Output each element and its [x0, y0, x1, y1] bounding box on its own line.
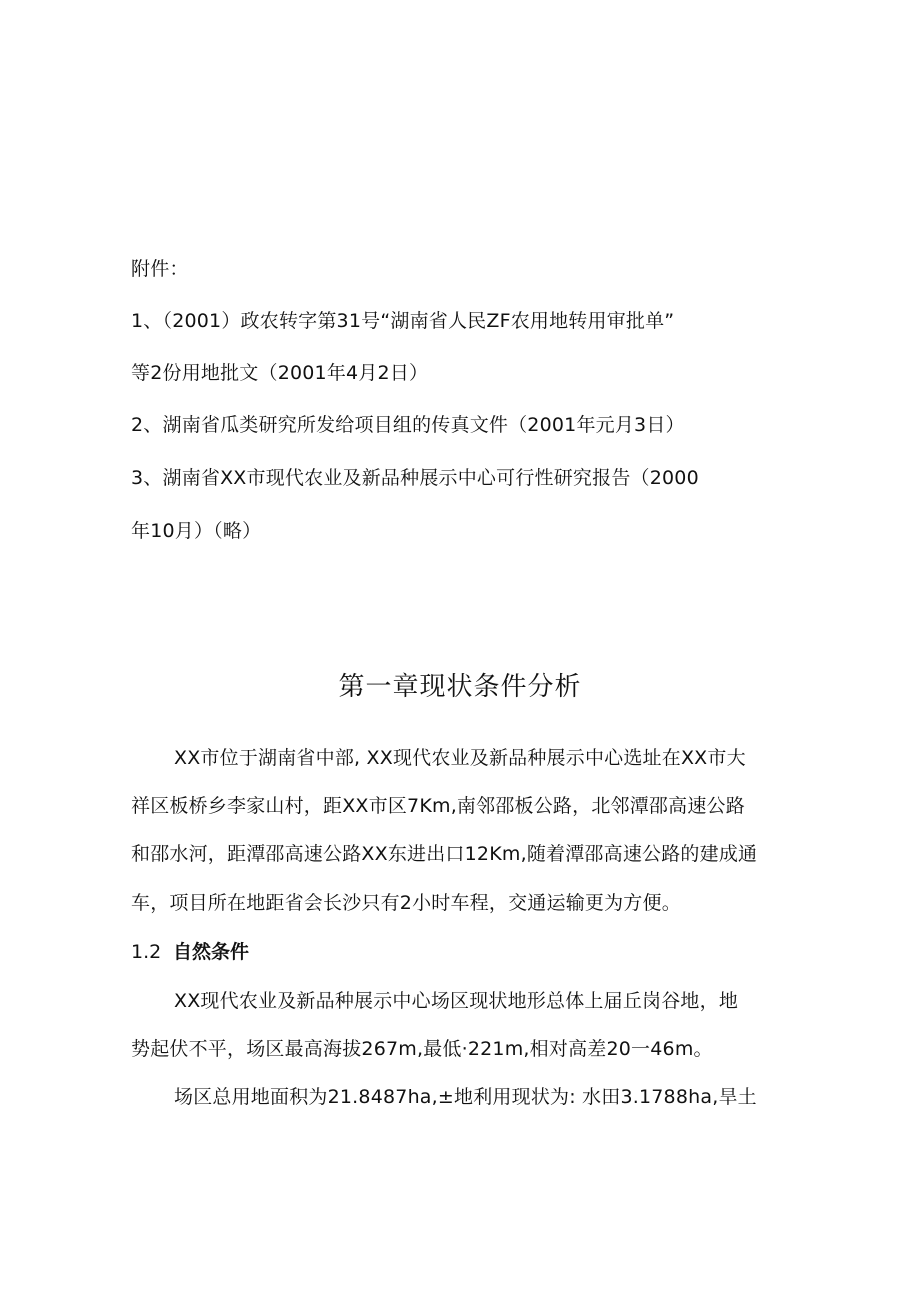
paragraph-line: XX市位于湖南省中部, XX现代农业及新品种展示中心选址在XX市大 — [174, 747, 746, 769]
paragraph-line: 场区总用地面积为21.8487ha,±地利用现状为: 水田3.1788ha,旱土 — [174, 1086, 757, 1108]
attachments-heading: 附件： — [131, 258, 189, 280]
attachment-item-1-line-2: 等2份用地批文（2001年4月2日） — [131, 362, 429, 384]
paragraph-line: 势起伏不平，场区最高海拔267m,最低·221m,相对高差20一46m。 — [131, 1038, 713, 1060]
section-number: 1.2 — [131, 941, 162, 963]
paragraph-line: 和邵水河，距潭邵高速公路XX东进出口12Km,随着潭邵高速公路的建成通 — [131, 843, 758, 865]
paragraph-line: 祥区板桥乡李家山村，距XX市区7Km,南邻邵板公路，北邻潭邵高速公路 — [131, 795, 745, 817]
section-heading — [131, 939, 249, 965]
attachment-item-3-line-1: 3、湖南省XX市现代农业及新品种展示中心可行性研究报告（2000 — [131, 467, 699, 489]
attachment-item-2: 2、湖南省瓜类研究所发给项目组的传真文件（2001年元月3日） — [131, 414, 685, 436]
chapter-title: 第一章现状条件分析 — [338, 672, 582, 702]
paragraph-line: 车，项目所在地距省会长沙只有2小时车程，交通运输更为方便。 — [131, 892, 681, 914]
attachment-item-1-line-1: 1、（2001）政农转字第31号“湖南省人民ZF农用地转用审批单” — [131, 310, 675, 332]
section-title: 自然条件 — [173, 941, 250, 963]
paragraph-line: XX现代农业及新品种展示中心场区现状地形总体上届丘岗谷地，地 — [174, 990, 739, 1012]
attachment-item-3-line-2: 年10月）（略） — [131, 520, 262, 542]
